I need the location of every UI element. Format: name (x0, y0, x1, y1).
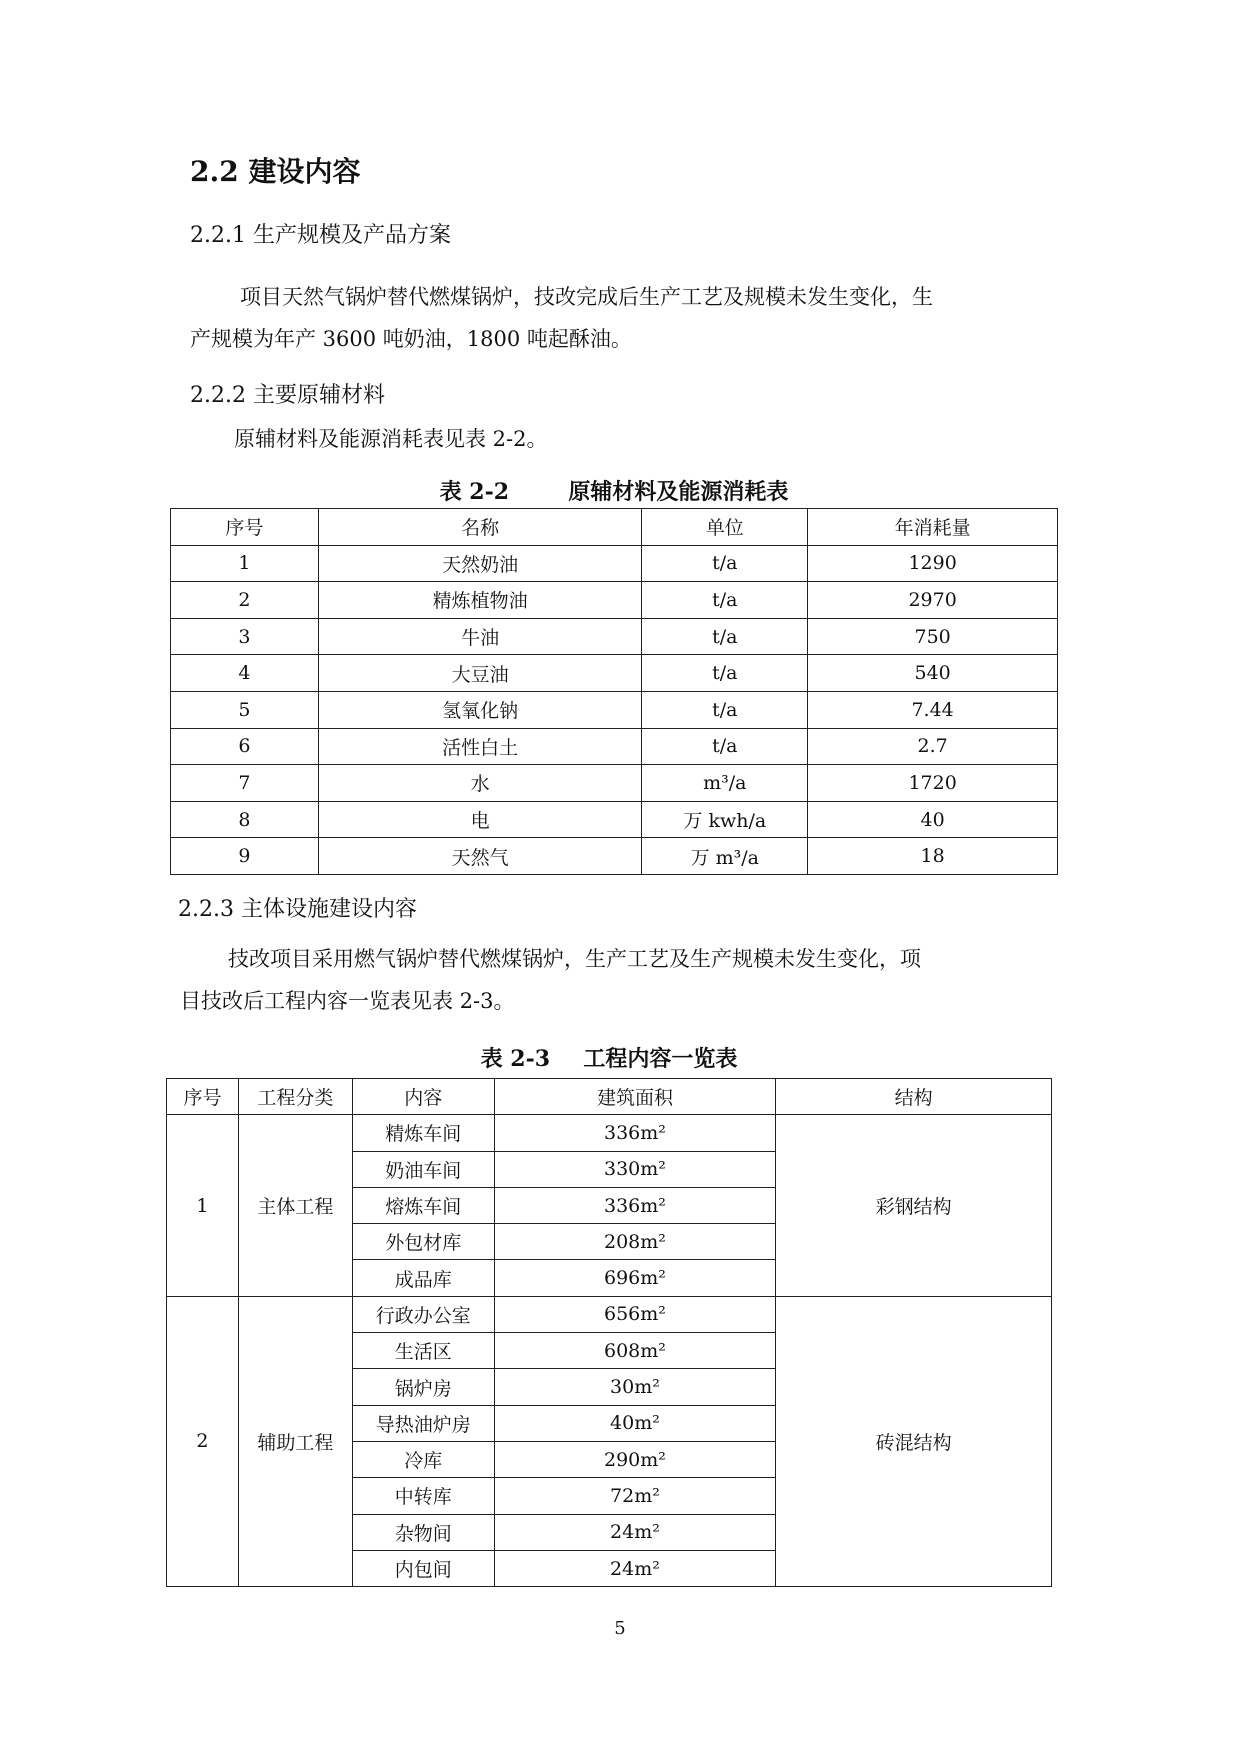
table-title: 原辅材料及能源消耗表 (568, 479, 789, 505)
works-table (166, 1078, 1052, 1587)
table-row (167, 1115, 1052, 1151)
building-area: 696m² (494, 1260, 776, 1296)
table-title: 工程内容一览表 (583, 1046, 738, 1072)
group-number: 1 (167, 1115, 239, 1296)
unit: t/a (642, 618, 808, 655)
unit: t/a (642, 545, 808, 582)
row-number: 1 (171, 545, 319, 582)
row-number: 6 (171, 728, 319, 765)
facility-name: 锅炉房 (352, 1369, 494, 1405)
material-name: 活性白土 (318, 728, 642, 765)
unit: t/a (642, 582, 808, 619)
unit: 万 m³/a (642, 838, 808, 875)
table-header-row (167, 1079, 1052, 1115)
column-header: 年消耗量 (808, 509, 1058, 546)
row-number: 4 (171, 655, 319, 692)
building-area: 330m² (494, 1151, 776, 1187)
building-area: 656m² (494, 1296, 776, 1332)
annual-consumption: 1720 (808, 765, 1058, 802)
paragraph-line: 产规模为年产 3600 吨奶油，1800 吨起酥油。 (190, 327, 632, 351)
table-row (171, 765, 1058, 802)
facility-name: 生活区 (352, 1333, 494, 1369)
project-category: 辅助工程 (238, 1296, 352, 1586)
table-row (171, 545, 1058, 582)
table-caption (166, 1042, 1052, 1073)
building-area: 72m² (494, 1478, 776, 1514)
annual-consumption: 7.44 (808, 691, 1058, 728)
building-area: 608m² (494, 1333, 776, 1369)
facility-name: 内包间 (352, 1550, 494, 1586)
column-header: 名称 (318, 509, 642, 546)
subsection-heading-2-2-3: 2.2.3 主体设施建设内容 (178, 897, 417, 922)
annual-consumption: 2970 (808, 582, 1058, 619)
material-name: 水 (318, 765, 642, 802)
project-category: 主体工程 (238, 1115, 352, 1296)
table-number: 表 2-3 (480, 1046, 551, 1072)
group-number: 2 (167, 1296, 239, 1586)
materials-table (170, 508, 1058, 875)
facility-name: 中转库 (352, 1478, 494, 1514)
building-area: 208m² (494, 1224, 776, 1260)
material-name: 电 (318, 801, 642, 838)
building-area: 24m² (494, 1550, 776, 1586)
row-number: 2 (171, 582, 319, 619)
table-row (167, 1296, 1052, 1332)
table-caption (170, 475, 1058, 506)
unit: t/a (642, 655, 808, 692)
row-number: 3 (171, 618, 319, 655)
annual-consumption: 18 (808, 838, 1058, 875)
annual-consumption: 1290 (808, 545, 1058, 582)
building-area: 40m² (494, 1405, 776, 1441)
building-area: 24m² (494, 1514, 776, 1550)
paragraph-line: 目技改后工程内容一览表见表 2-3。 (180, 989, 515, 1013)
column-header: 内容 (352, 1079, 494, 1115)
facility-name: 奶油车间 (352, 1151, 494, 1187)
unit: t/a (642, 728, 808, 765)
building-area: 336m² (494, 1187, 776, 1223)
table-row (171, 618, 1058, 655)
facility-name: 熔炼车间 (352, 1187, 494, 1223)
facility-name: 导热油炉房 (352, 1405, 494, 1441)
facility-name: 成品库 (352, 1260, 494, 1296)
page-number: 5 (614, 1618, 626, 1639)
building-area: 336m² (494, 1115, 776, 1151)
material-name: 天然气 (318, 838, 642, 875)
paragraph-line: 原辅材料及能源消耗表见表 2-2。 (234, 427, 548, 451)
building-area: 30m² (494, 1369, 776, 1405)
annual-consumption: 2.7 (808, 728, 1058, 765)
facility-name: 精炼车间 (352, 1115, 494, 1151)
table-row (171, 801, 1058, 838)
structure-type: 彩钢结构 (776, 1115, 1052, 1296)
material-name: 牛油 (318, 618, 642, 655)
table-header-row (171, 509, 1058, 546)
column-header: 单位 (642, 509, 808, 546)
facility-name: 杂物间 (352, 1514, 494, 1550)
material-name: 大豆油 (318, 655, 642, 692)
facility-name: 外包材库 (352, 1224, 494, 1260)
table-row (171, 655, 1058, 692)
annual-consumption: 750 (808, 618, 1058, 655)
annual-consumption: 40 (808, 801, 1058, 838)
paragraph-line: 项目天然气锅炉替代燃煤锅炉，技改完成后生产工艺及规模未发生变化，生 (240, 285, 933, 309)
unit: 万 kwh/a (642, 801, 808, 838)
column-header: 序号 (167, 1079, 239, 1115)
table-row (171, 582, 1058, 619)
subsection-heading-2-2-2: 2.2.2 主要原辅材料 (190, 383, 385, 408)
material-name: 天然奶油 (318, 545, 642, 582)
column-header: 序号 (171, 509, 319, 546)
row-number: 7 (171, 765, 319, 802)
material-name: 氢氧化钠 (318, 691, 642, 728)
facility-name: 行政办公室 (352, 1296, 494, 1332)
row-number: 5 (171, 691, 319, 728)
column-header: 结构 (776, 1079, 1052, 1115)
structure-type: 砖混结构 (776, 1296, 1052, 1586)
annual-consumption: 540 (808, 655, 1058, 692)
column-header: 建筑面积 (494, 1079, 776, 1115)
material-name: 精炼植物油 (318, 582, 642, 619)
section-heading: 2.2 建设内容 (190, 155, 361, 188)
table-number: 表 2-2 (439, 479, 510, 505)
row-number: 9 (171, 838, 319, 875)
unit: m³/a (642, 765, 808, 802)
table-row (171, 728, 1058, 765)
unit: t/a (642, 691, 808, 728)
building-area: 290m² (494, 1441, 776, 1477)
column-header: 工程分类 (238, 1079, 352, 1115)
paragraph-line: 技改项目采用燃气锅炉替代燃煤锅炉，生产工艺及生产规模未发生变化，项 (228, 947, 921, 971)
facility-name: 冷库 (352, 1441, 494, 1477)
table-row (171, 691, 1058, 728)
table-row (171, 838, 1058, 875)
row-number: 8 (171, 801, 319, 838)
subsection-heading-2-2-1: 2.2.1 生产规模及产品方案 (190, 223, 451, 248)
